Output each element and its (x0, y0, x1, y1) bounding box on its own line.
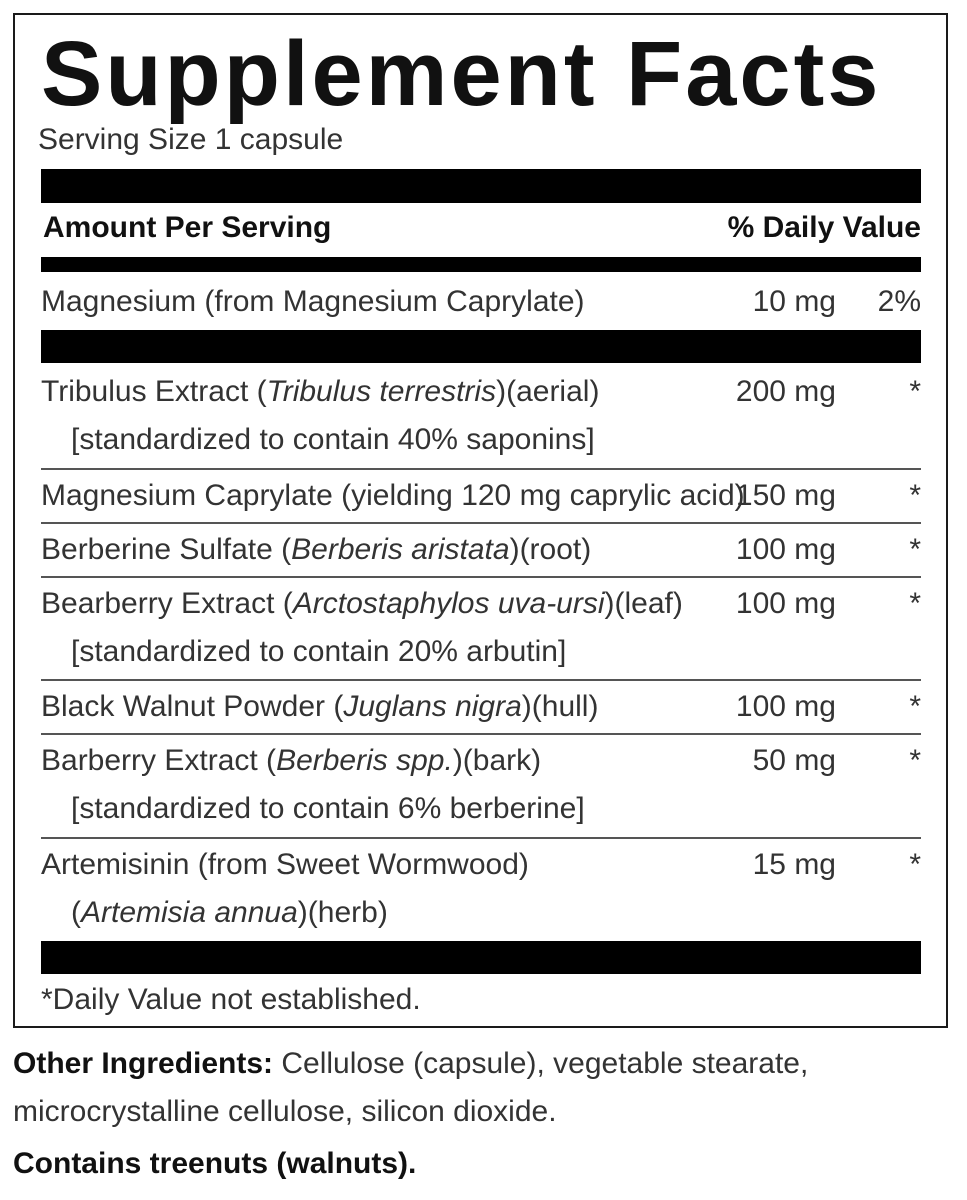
ingredient-standardization: [standardized to contain 6% berberine] (71, 792, 585, 825)
ingredient-daily-value: * (909, 744, 921, 777)
ingredient-latin-name: Berberis aristata (291, 533, 510, 566)
thick-divider-bottom (41, 941, 921, 974)
ingredient-daily-value: * (909, 848, 921, 881)
ingredient-standardization: [standardized to contain 40% saponins] (71, 423, 595, 456)
other-ingredients (13, 1040, 943, 1136)
ingredient-amount: 15 mg (752, 848, 836, 881)
ingredient-latin-name: Berberis spp. (276, 744, 453, 777)
list-item (41, 366, 921, 466)
ingredient-latin-name: Juglans nigra (343, 690, 522, 723)
ingredient-amount: 100 mg (735, 533, 836, 566)
list-item (41, 681, 921, 733)
other-ingredients-label: Other Ingredients: (13, 1047, 274, 1080)
ingredient-amount: 50 mg (752, 744, 836, 777)
ingredient-daily-value: * (909, 479, 921, 512)
list-item (41, 470, 921, 522)
allergen-statement: Contains treenuts (walnuts). (13, 1147, 417, 1180)
ingredient-name: Bearberry Extract (Arctostaphylos uva-ursi)(leaf) (41, 587, 683, 620)
ingredient-name: Tribulus Extract (Tribulus terrestris)(aerial) (41, 375, 600, 408)
ingredient-amount: 10 mg (752, 285, 836, 318)
ingredient-daily-value: * (909, 533, 921, 566)
thick-divider-top (41, 169, 921, 203)
ingredient-source: (Artemisia annua)(herb) (71, 896, 388, 929)
list-item (41, 839, 921, 939)
ingredient-standardization: [standardized to contain 20% arbutin] (71, 635, 567, 668)
header-amount-per-serving: Amount Per Serving (43, 211, 332, 244)
ingredient-amount: 150 mg (735, 479, 836, 512)
panel-title: Supplement Facts (41, 23, 882, 125)
ingredient-latin-name: Artemisia annua (81, 896, 298, 929)
ingredient-name: Berberine Sulfate (Berberis aristata)(root) (41, 533, 592, 566)
other-ingredients-text: Cellulose (capsule), vegetable stearate, microcrystalline cellulose, silicon dioxide. (13, 1047, 809, 1128)
list-item (41, 276, 921, 328)
list-item (41, 578, 921, 678)
ingredient-name: Artemisinin (from Sweet Wormwood) (41, 848, 529, 881)
list-item (41, 735, 921, 835)
header-daily-value: % Daily Value (727, 211, 921, 244)
ingredient-name: Magnesium (from Magnesium Caprylate) (41, 285, 585, 318)
ingredient-name: Black Walnut Powder (Juglans nigra)(hull) (41, 690, 599, 723)
thick-divider-middle (41, 330, 921, 363)
medium-divider (41, 257, 921, 272)
ingredient-amount: 100 mg (735, 690, 836, 723)
ingredient-daily-value: * (909, 690, 921, 723)
ingredient-daily-value: * (909, 587, 921, 620)
ingredient-name: Magnesium Caprylate (yielding 120 mg caprylic acid) (41, 479, 745, 512)
daily-value-footnote: *Daily Value not established. (41, 983, 421, 1016)
ingredient-daily-value: 2% (877, 285, 921, 318)
ingredient-daily-value: * (909, 375, 921, 408)
ingredient-latin-name: Arctostaphylos uva-ursi (292, 587, 605, 620)
ingredient-name: Barberry Extract (Berberis spp.)(bark) (41, 744, 542, 777)
serving-size: Serving Size 1 capsule (38, 123, 344, 156)
ingredient-amount: 100 mg (735, 587, 836, 620)
ingredient-latin-name: Tribulus terrestris (266, 375, 497, 408)
list-item (41, 524, 921, 576)
ingredient-amount: 200 mg (735, 375, 836, 408)
